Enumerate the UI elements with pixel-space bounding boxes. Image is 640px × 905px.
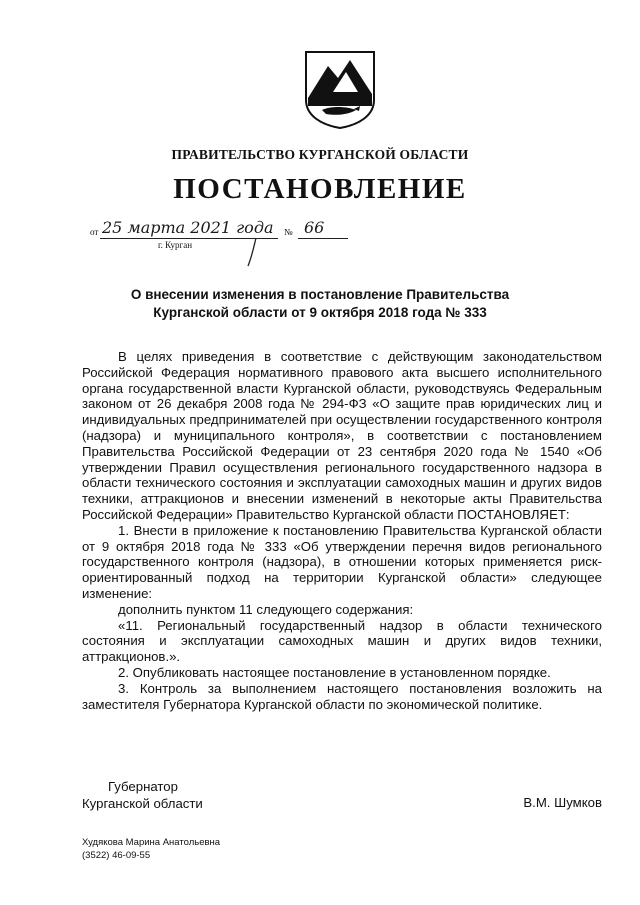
position-line-1: Губернатор	[108, 779, 178, 794]
signatory-name: В.М. Шумков	[523, 795, 602, 810]
executor-phone: (3522) 46-09-55	[82, 850, 151, 861]
paragraph-supplement: дополнить пунктом 11 следующего содержания:	[118, 601, 414, 617]
handwritten-number: 66	[304, 218, 325, 237]
document-title	[60, 286, 580, 322]
executor-info	[82, 836, 220, 862]
executor-name: Худякова Марина Анатольевна	[82, 837, 221, 848]
paragraph-item-1: 1. Внести в приложение к постановлению Правительства Курганской области от 9 октября 2018 года № 333 «Об утверждении перечня видов регионального государственного контроля (надзора), в отношении которых применяется риск-ориентированный подход на территории Курганской области» следующее изменение:	[82, 522, 602, 601]
paragraph-item-2: 2. Опубликовать настоящее постановление в установленном порядке.	[118, 664, 551, 680]
paragraph-item-3: 3. Контроль за выполнением настоящего постановления возложить на заместителя Губернатора Курганской области по экономической политике.	[82, 680, 602, 712]
document-body	[82, 349, 602, 712]
place-label: г. Курган	[158, 240, 193, 250]
title-line-2: Курганской области от 9 октября 2018 года № 333	[153, 305, 487, 320]
organization-name: ПРАВИТЕЛЬСТВО КУРГАНСКОЙ ОБЛАСТИ	[171, 147, 469, 162]
paragraph-quote: «11. Региональный государственный надзор в области технического состояния и эксплуатации самоходных машин и других видов техники, аттракционов.».	[82, 617, 602, 665]
date-number-line	[90, 218, 360, 268]
document-type: ПОСТАНОВЛЕНИЕ	[173, 173, 467, 205]
paragraph-preamble: В целях приведения в соответствие с действующим законодательством Российской Федерация нормативного правового акта высшего исполнительного органа государственной власти Курганской области, руководствуясь Федеральным законом от 26 декабря 2008 года № 294-ФЗ «О защите прав юридических лиц и индивидуальных предпринимателей при осуществлении государственного контроля (надзора) и муниципального контроля», в соответствии с постановлением Правительства Российской Федерации от 23 сентября 2020 года № 1540 «Об утверждении Правил осуществления регионального государственного надзора в области технического состояния и эксплуатации самоходных машин и других видов техники, аттракционов и внесении изменений в некоторые акты Правительства Российской Федерации» Правительство Курганской области ПОСТАНОВЛЯЕТ:	[82, 349, 602, 522]
coat-of-arms-icon	[300, 48, 380, 130]
number-underline	[298, 238, 348, 239]
handwritten-stroke-icon	[240, 236, 260, 268]
from-label: от	[90, 227, 99, 237]
signatory-position	[82, 778, 203, 812]
title-line-1: О внесении изменения в постановление Правительства	[130, 287, 510, 302]
position-line-2: Курганской области	[82, 796, 203, 811]
handwritten-date: 25 марта 2021 года	[102, 218, 274, 237]
number-label: №	[284, 227, 293, 237]
